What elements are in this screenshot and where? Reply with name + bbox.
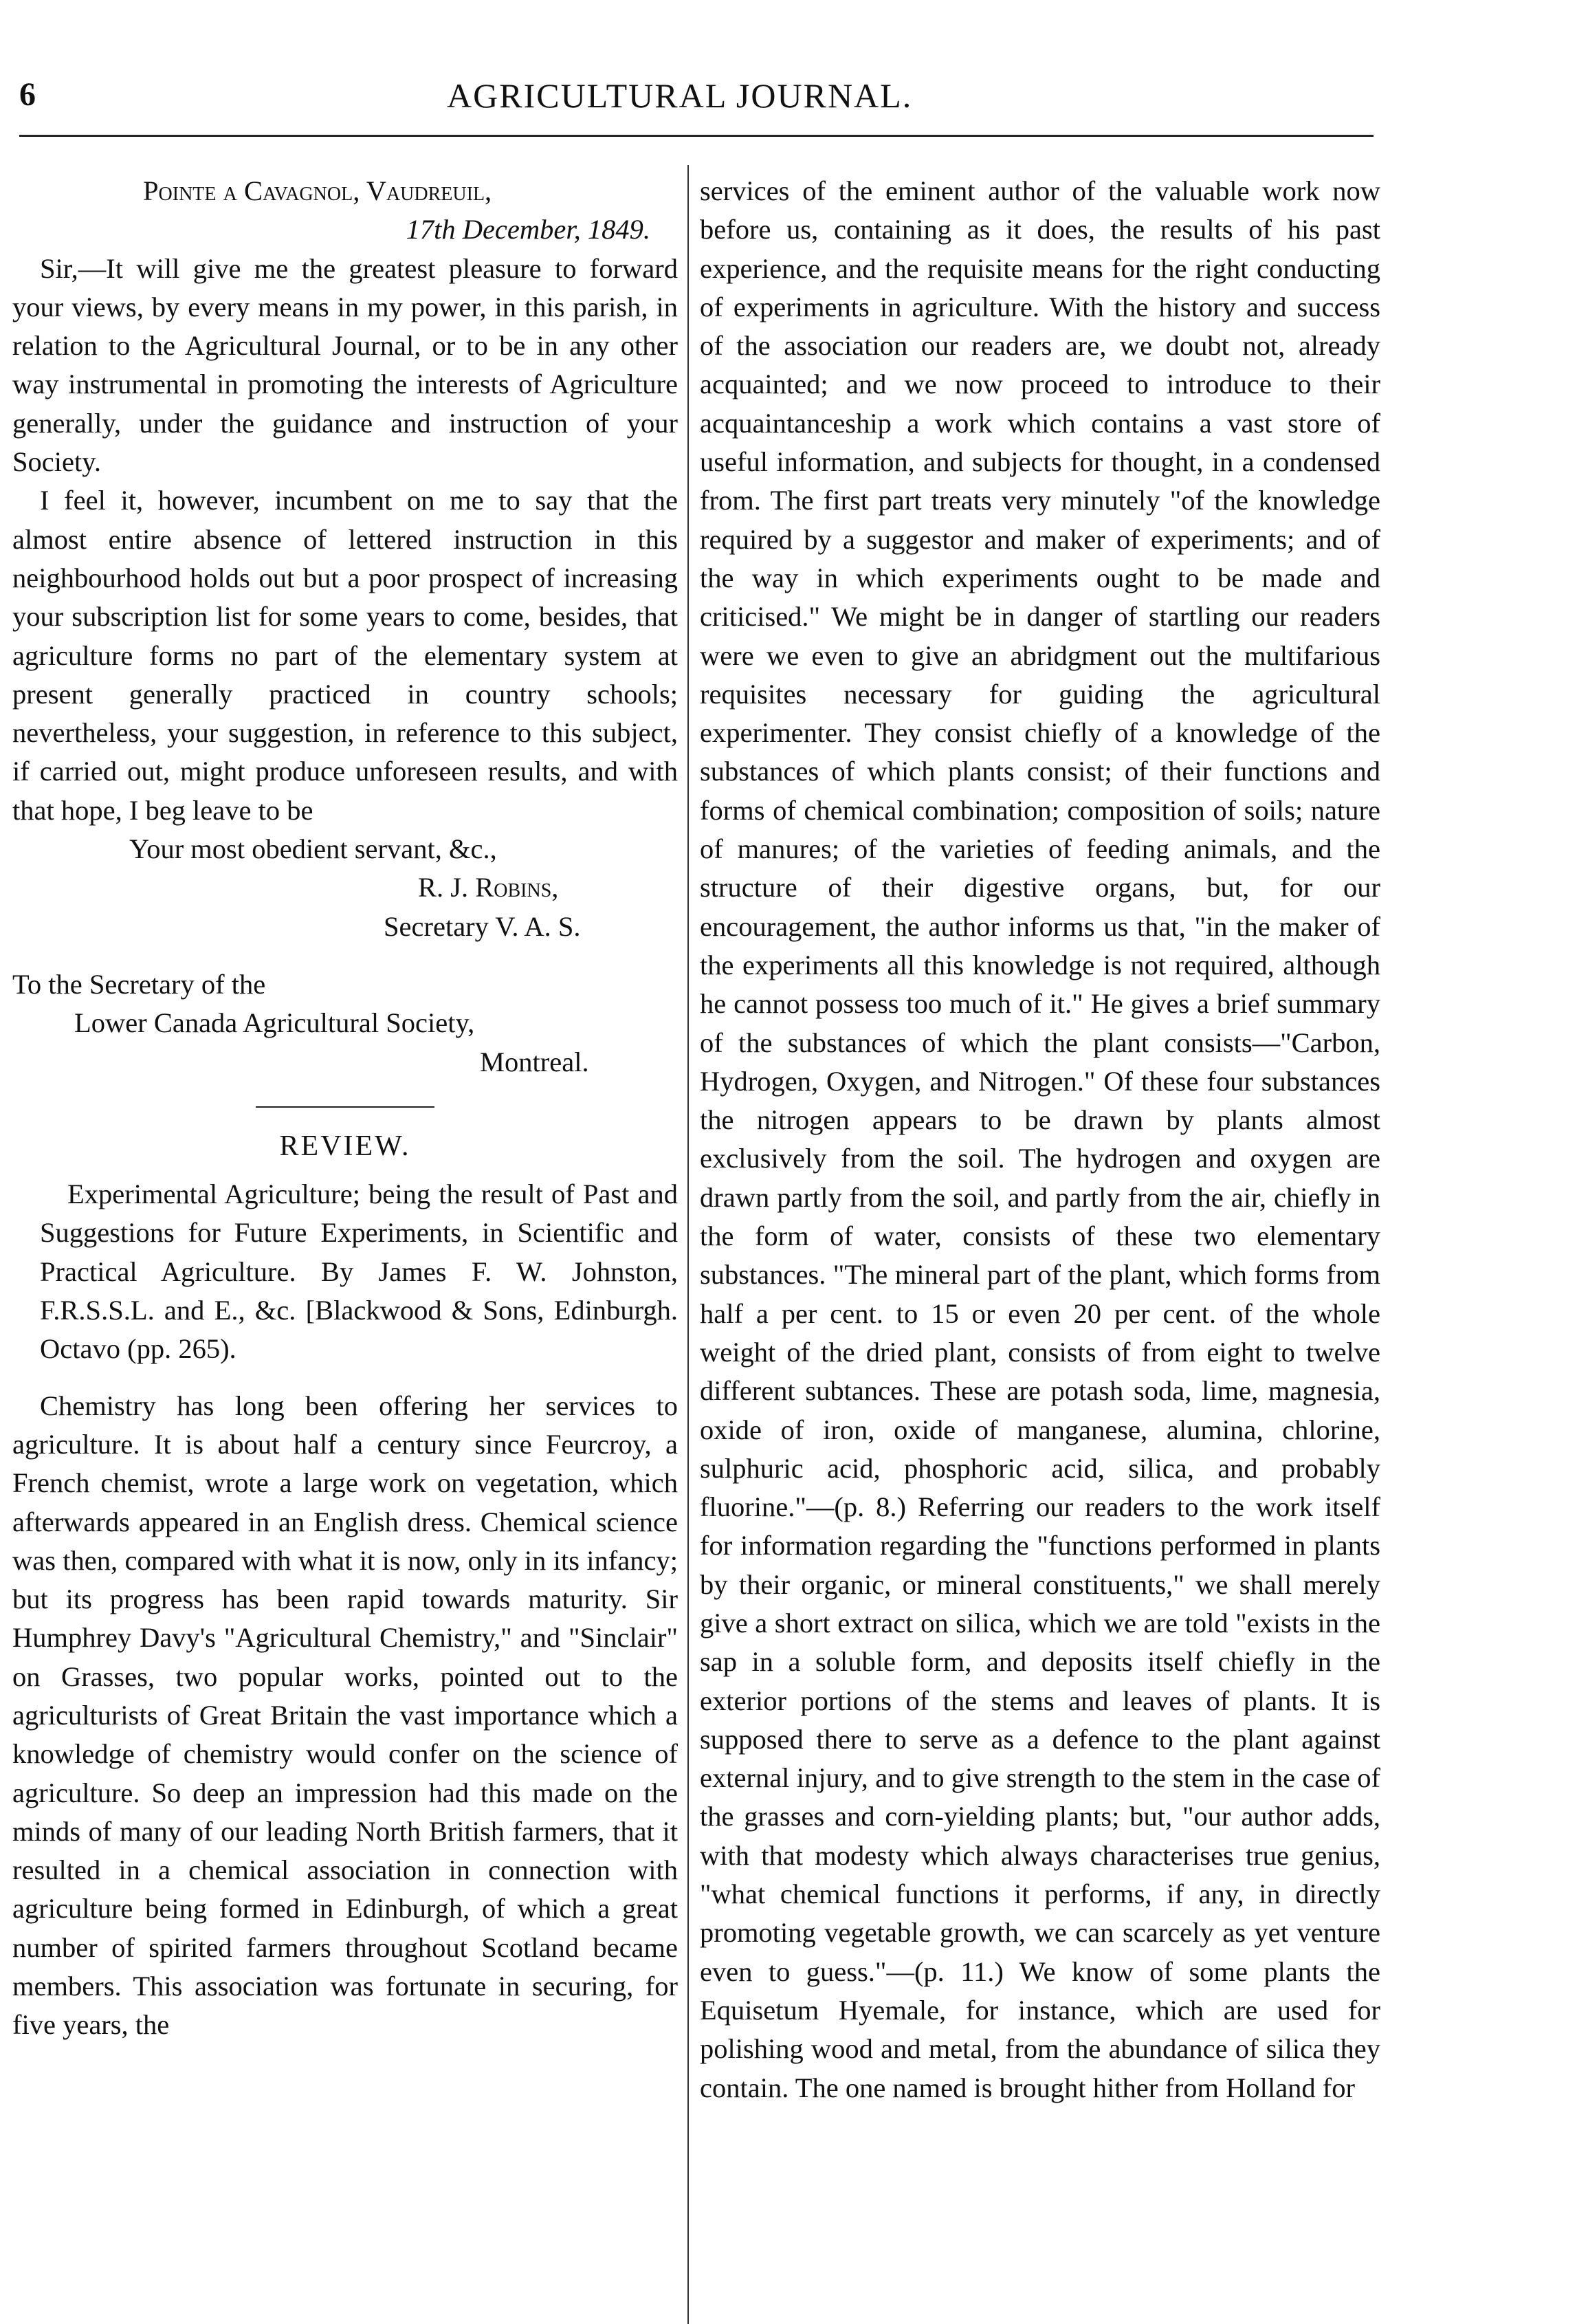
page-number: 6 xyxy=(19,76,36,113)
column-divider xyxy=(687,165,689,2324)
letter-date-text: 17th December, 1849. xyxy=(406,214,650,245)
review-paragraph-2: services of the eminent author of the valuable work now before us, containing as it does, the results of his past experience, and the requisite means for the right conducting of experiments in agriculture. With the history and success of the association our readers are, we doubt not, already acquainted; and we now proceed to introduce to their acquaintanceship a work which contains a vast store of useful information, and subjects for thought, in a condensed from. The first part treats very minutely "of the knowledge required by a suggestor and maker of experiments; and of the way in which experiments ought to be made and criticised." We might be in danger of startling our readers were we even to give an abridgment out the multifarious requisites necessary for guiding the agricultural experimenter. They consist chiefly of a knowledge of the substances of which plants consist; of their functions and forms of chemical combination; composition of soils; nature of manures; of the varieties of feeding animals, and the structure of their digestive organs, but, for our encouragement, the author informs us that, "in the maker of the experiments all this knowledge is not required, although he cannot possess too much of it." He gives a brief summary of the substances of which the plant consists—"Carbon, Hydrogen, Oxygen, and Nitrogen." Of these four substances the nitrogen appears to be drawn by plants almost exclusively from the soil. The hydrogen and oxygen are drawn partly from the soil, and partly from the air, chiefly in the form of water, consists of these two elementary substances. "The mineral part of the plant, which forms from half a per cent. to 15 or even 20 per cent. of the whole weight of the dried plant, consists of from eight to twelve different subtances. These are potash soda, lime, magnesia, oxide of iron, oxide of manganese, alumina, chlorine, sulphuric acid, phosphoric acid, silica, and probably fluorine."—(p. 8.) Referring our readers to the work itself for information regarding the "functions performed in plants by their organic, or mineral constituents," we shall merely give a short extract on silica, which we are told "exists in the sap in a soluble form, and deposits itself chiefly in the exterior portions of the stems and leaves of plants. It is supposed there to serve as a defence to the plant against external injury, and to give strength to the stem in the case of the grasses and corn-yielding plants; but, "our author adds, with that modesty which always characterises true genius, "what chemical functions it performs, if any, in directly promoting vegetable growth, we can scarcely as yet venture even to guess."—(p. 11.) We know of some plants the Equisetum Hyemale, for instance, which are used for polishing wood and metal, from the abundance of silica they contain. The one named is brought hither from Holland for xyxy=(700,175,1380,2103)
left-column xyxy=(12,172,678,2045)
signer-name: R. J. Robins, xyxy=(418,872,559,903)
address-line-2: Lower Canada Agricultural Society, xyxy=(74,1007,475,1039)
page-header xyxy=(0,76,1577,131)
signature-block xyxy=(12,830,678,946)
review-heading: REVIEW. xyxy=(279,1130,411,1162)
letter-paragraph-2: I feel it, however, incumbent on me to say that the almost entire absence of lettered instruction in this neighbourhood holds out but a poor prospect of increasing your subscription list for some years to come, besides, that agriculture forms no part of the elementary system at present generally practiced in country schools; nevertheless, your suggestion, in reference to this subject, if carried out, might produce unforeseen results, and with that hope, I beg leave to be xyxy=(12,485,678,826)
address-line-3: Montreal. xyxy=(480,1046,589,1077)
right-column xyxy=(700,172,1380,2107)
review-paragraph-1: Chemistry has long been offering her services to agriculture. It is about half a century since Feurcroy, a French chemist, wrote a large work on vegetation, which afterwards appeared in an English dress. Chemical science was then, compared with what it is now, only in its infancy; but its progress has been rapid towards maturity. Sir Humphrey Davy's "Agricultural Chemistry," and "Sinclair" on Grasses, two popular works, pointed out to the agriculturists of Great Britain the vast importance which a knowledge of chemistry would confer on the science of agriculture. So deep an impression had this made on the minds of many of our leading North British farmers, that it resulted in a chemical association in connection with agriculture being formed in Edinburgh, of which a great number of spirited farmers throughout Scotland became members. This association was fortunate in securing, for five years, the xyxy=(12,1390,678,2041)
letter-date xyxy=(12,210,678,249)
address-line-1: To the Secretary of the xyxy=(12,968,266,1000)
address-block xyxy=(12,965,678,1082)
letter-paragraph-1: Sir,—It will give me the greatest pleasure to forward your views, by every means in my power, in this parish, in relation to the Agricultural Journal, or to be in any other way instrumental in promoting the interests of Agriculture generally, under the guidance and instruction of your Society. xyxy=(12,252,678,478)
section-divider xyxy=(256,1106,434,1108)
signer-title: Secretary V. A. S. xyxy=(384,910,581,942)
letter-place: Pointe a Cavagnol, Vaudreuil, xyxy=(143,175,492,206)
running-title: AGRICULTURAL JOURNAL. xyxy=(447,76,913,115)
review-citation: Experimental Agriculture; being the result of Past and Suggestions for Future Experiments, in Scientific and Practical Agriculture. By James F. W. Johnston, F.R.S.S.L. and E., &c. [Blackwood & Sons, Edinburgh. Octavo (pp. 265). xyxy=(40,1179,678,1365)
letter-closing: Your most obedient servant, &c., xyxy=(129,833,497,865)
header-rule xyxy=(19,135,1374,137)
